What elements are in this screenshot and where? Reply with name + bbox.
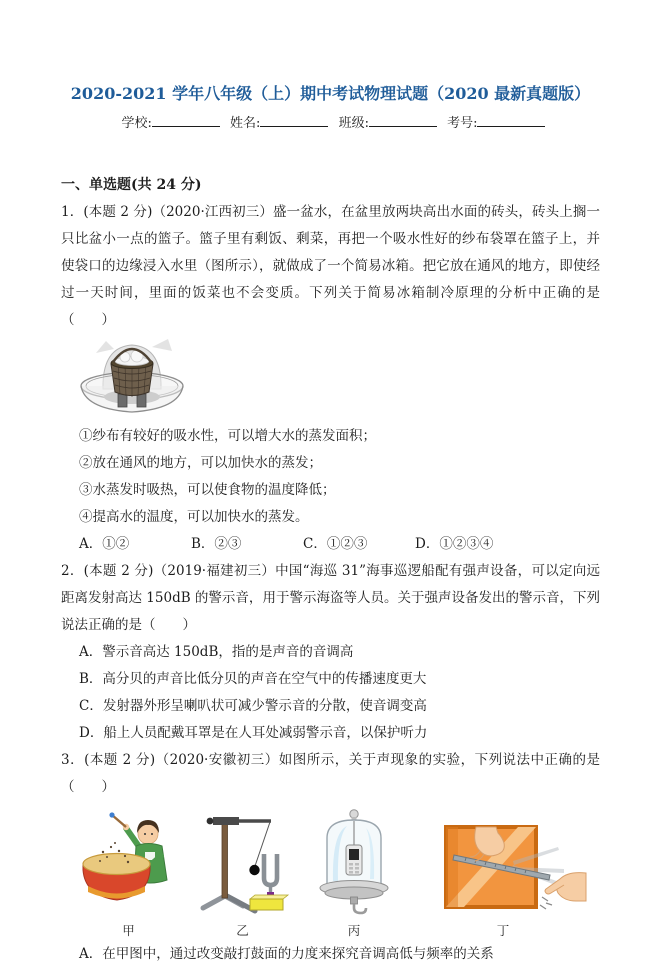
q1-item-3: ③水蒸发时吸热，可以使食物的温度降低；: [79, 482, 336, 498]
tuning-fork-pendulum-illustration: [195, 812, 290, 917]
figure-label-jia: 甲: [122, 923, 135, 938]
question-1-options: [61, 531, 600, 558]
section-heading: 一、单选题(共 24 分): [61, 177, 202, 193]
question-1-figure: [76, 339, 600, 421]
name-blank-line: [260, 112, 328, 127]
student-info-line: [61, 112, 600, 136]
q3-option-a: A．在甲图中，通过改变敲打鼓面的力度来探究音调高低与频率的关系: [79, 946, 494, 962]
q1-option-b: B．②③: [191, 536, 242, 552]
q1-item-2: ②放在通风的地方，可以加快水的蒸发；: [79, 455, 322, 471]
bell-jar-phone-illustration: [304, 807, 404, 917]
vibrating-ruler-illustration: [418, 817, 588, 917]
exam-number-blank-line: [477, 112, 545, 127]
question-2-stem: 2．(本题 2 分)（2019·福建初三）中国“海巡 31”海事巡逻船配有强声设备，可以定向远距离发射高达 150dB 的警示音，用于警示海盗等人员。关于强声设备发出的警示音，下列说法正确的是（ ）: [61, 563, 600, 633]
simple-fridge-illustration: [76, 339, 188, 421]
figure-yi-block: [195, 812, 290, 941]
q2-option-d: D．船上人员配戴耳罩是在人耳处减弱警示音，以保护听力: [79, 725, 428, 741]
q1-item-1: ①纱布有较好的吸水性，可以增大水的蒸发面积；: [79, 428, 376, 444]
figure-label-yi: 乙: [236, 923, 249, 938]
exam-number-label: 考号:: [447, 116, 478, 131]
boy-beating-drum-illustration: [76, 812, 181, 917]
figure-ding-block: [418, 817, 588, 941]
figure-label-ding: 丁: [496, 923, 510, 938]
page-title: 2020-2021 学年八年级（上）期中考试物理试题（2020 最新真题版）: [70, 84, 591, 103]
figure-label-bing: 丙: [347, 923, 361, 938]
q2-option-a: A．警示音高达 150dB，指的是声音的音调高: [79, 644, 354, 660]
question-3-stem: 3．(本题 2 分)（2020·安徽初三）如图所示，关于声现象的实验，下列说法中正确的是（ ）: [61, 752, 600, 795]
question-2-options: [61, 639, 600, 747]
question-1-stem: 1．(本题 2 分)（2020·江西初三）盛一盆水，在盆里放两块高出水面的砖头，砖头上搁一只比盆小一点的篮子。篮子里有剩饭、剩菜，再把一个吸水性好的纱布袋罩在篮子上，并使袋口的边缘浸入水里（图所示），就做成了一个简易冰箱。把它放在通风的地方，即使经过一天时间，里面的饭菜也不会变质。下列关于简易冰箱制冷原理的分析中正确的是（ ）: [61, 204, 600, 328]
q1-option-d: D．①②③④: [415, 536, 494, 552]
class-label: 班级:: [338, 116, 369, 131]
figure-jia-block: [76, 812, 181, 941]
q2-option-c: C．发射器外形呈喇叭状可减少警示音的分散，使音调变高: [79, 698, 427, 714]
question-3-figures: [76, 807, 600, 941]
q1-option-c: C．①②③: [303, 536, 368, 552]
q2-option-b: B．高分贝的声音比低分贝的声音在空气中的传播速度更大: [79, 671, 427, 687]
q1-option-a: A．①②: [79, 536, 130, 552]
q1-item-4: ④提高水的温度，可以加快水的蒸发。: [79, 509, 309, 525]
name-label: 姓名:: [230, 116, 261, 131]
school-blank-line: [152, 112, 220, 127]
school-label: 学校:: [121, 116, 152, 131]
figure-bing-block: [304, 807, 404, 941]
question-1-numbered-items: [61, 423, 600, 531]
class-blank-line: [369, 112, 437, 127]
